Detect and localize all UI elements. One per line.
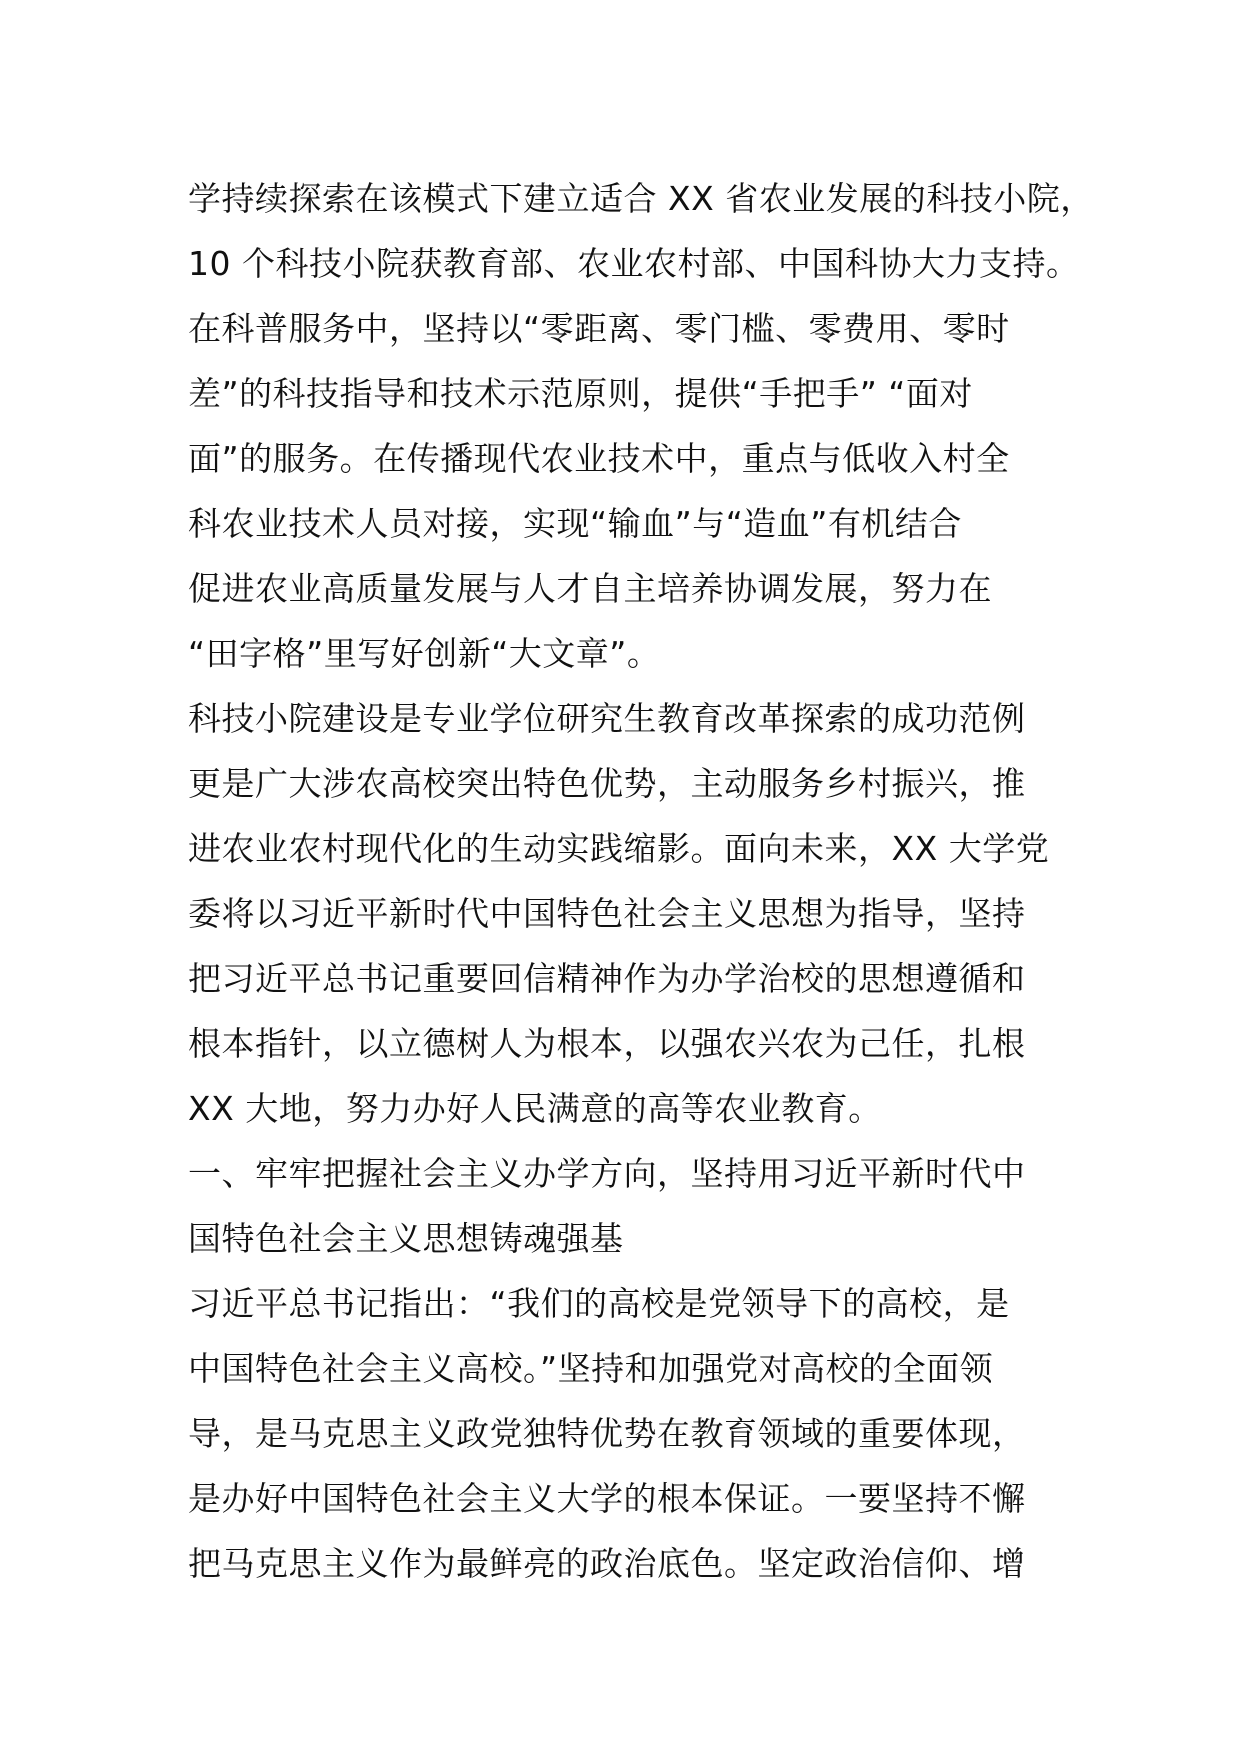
text-line: 科农业技术人员对接，实现“输血”与“造血”有机结合: [188, 504, 962, 543]
text-line: 学持续探索在该模式下建立适合 XX 省农业发展的科技小院，: [188, 179, 1094, 218]
text-line: 差”的科技指导和技术示范原则，提供“手把手” “面对: [188, 374, 973, 413]
text-line: XX 大地，努力办好人民满意的高等农业教育。: [188, 1089, 882, 1128]
text-line: 科技小院建设是专业学位研究生教育改革探索的成功范例: [188, 699, 1026, 738]
text-line: 根本指针，以立德树人为根本，以强农兴农为己任，扎根: [188, 1024, 1026, 1063]
section-heading-line: 国特色社会主义思想铸魂强基: [188, 1219, 624, 1258]
section-heading-line: 一、牢牢把握社会主义办学方向，坚持用习近平新时代中: [188, 1154, 1026, 1193]
text-line: 面”的服务。在传播现代农业技术中，重点与低收入村全: [188, 439, 1010, 478]
text-line: 更是广大涉农高校突出特色优势，主动服务乡村振兴，推: [188, 764, 1026, 803]
text-line: 进农业农村现代化的生动实践缩影。面向未来，XX 大学党: [188, 829, 1050, 868]
text-line: 在科普服务中，坚持以“零距离、零门槛、零费用、零时: [188, 309, 1010, 348]
text-line: 把马克思主义作为最鲜亮的政治底色。坚定政治信仰、增: [188, 1544, 1026, 1583]
document-body: [188, 166, 1094, 1596]
text-line: 习近平总书记指出：“我们的高校是党领导下的高校，是: [188, 1284, 1010, 1323]
text-line: 中国特色社会主义高校。”坚持和加强党对高校的全面领: [188, 1349, 994, 1388]
text-line: 委将以习近平新时代中国特色社会主义思想为指导，坚持: [188, 894, 1026, 933]
text-line: 10 个科技小院获教育部、农业农村部、中国科协大力支持。: [188, 244, 1080, 283]
text-line: 促进农业高质量发展与人才自主培养协调发展，努力在: [188, 569, 992, 608]
text-line: 是办好中国特色社会主义大学的根本保证。一要坚持不懈: [188, 1479, 1026, 1518]
text-line: 导，是马克思主义政党独特优势在教育领域的重要体现，: [188, 1414, 1026, 1453]
text-line: “田字格”里写好创新“大文章”。: [188, 634, 661, 673]
text-line: 把习近平总书记重要回信精神作为办学治校的思想遵循和: [188, 959, 1026, 998]
